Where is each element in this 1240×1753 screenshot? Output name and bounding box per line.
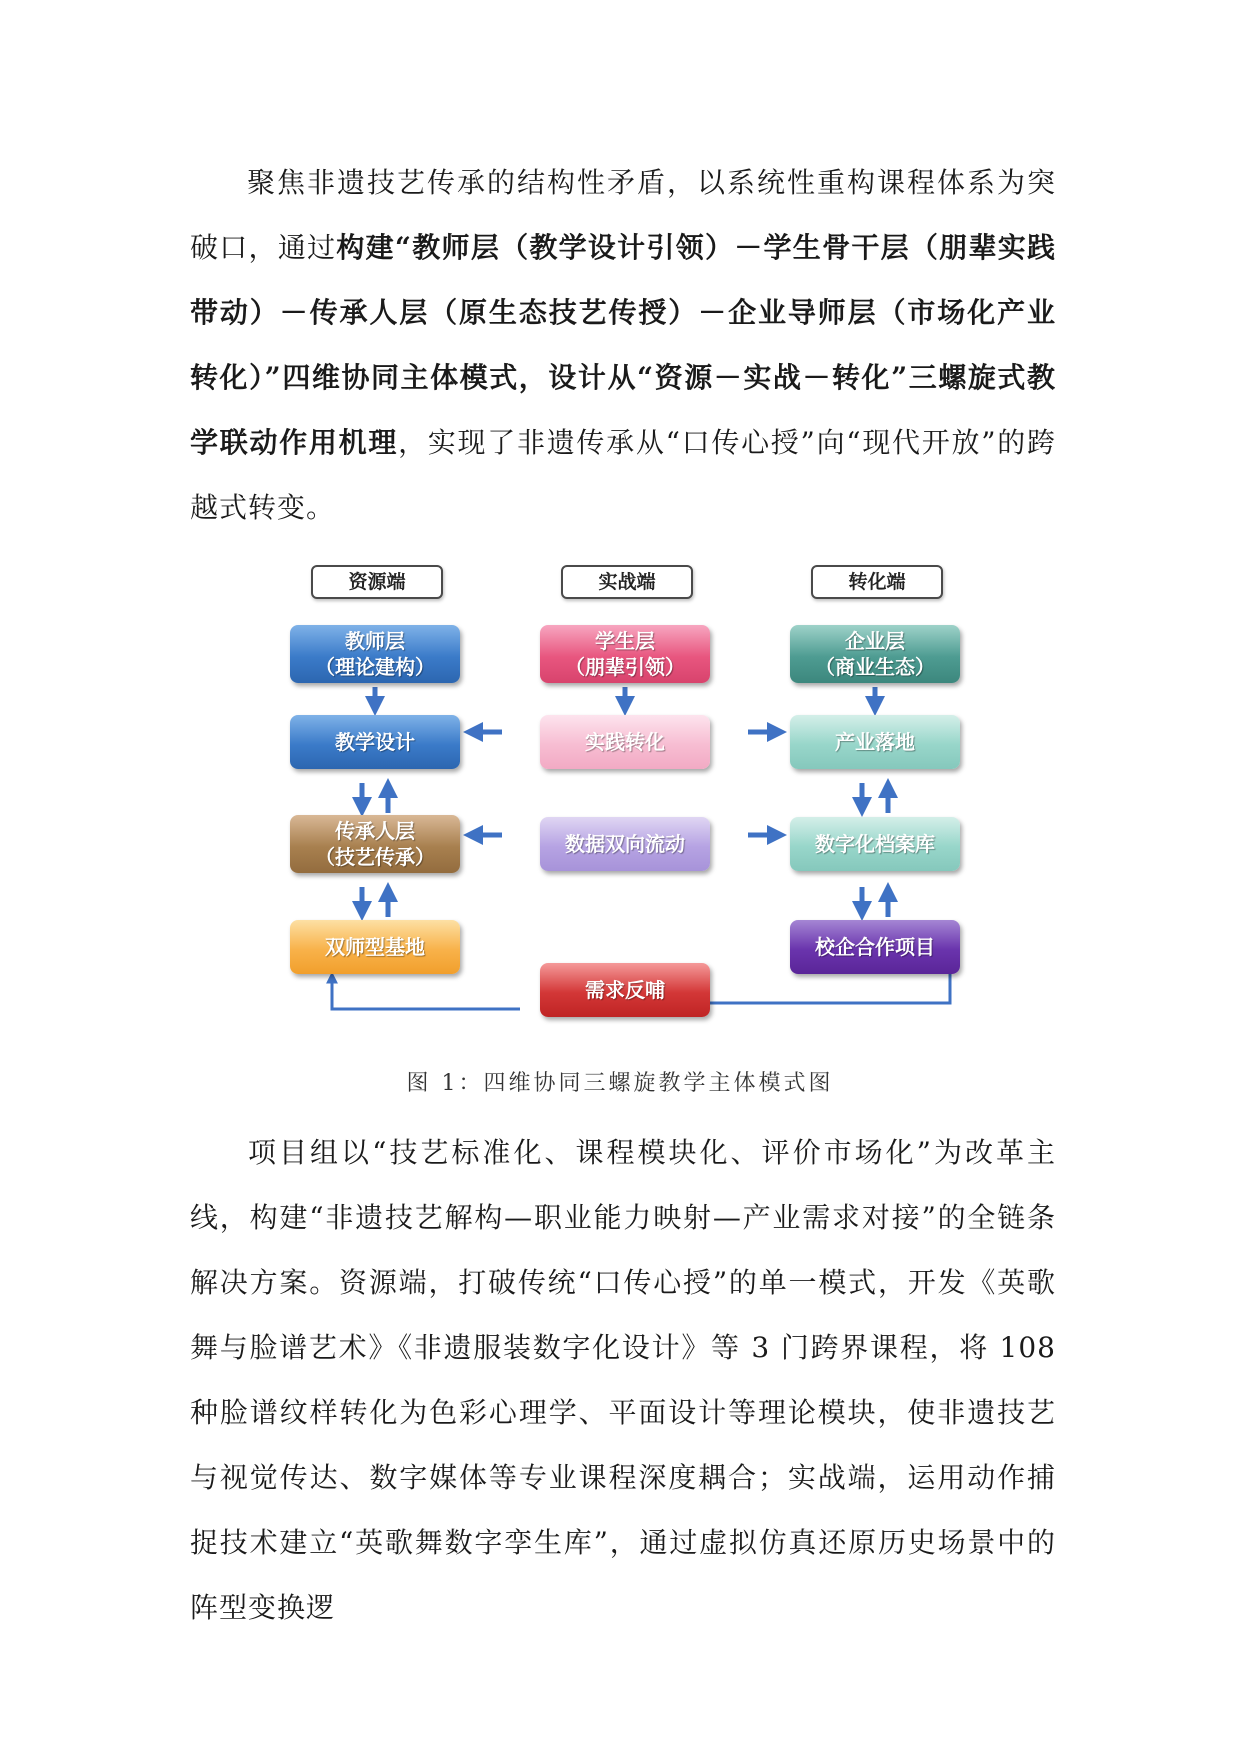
node-school-enterprise-label: 校企合作项目 xyxy=(815,935,935,959)
node-industry-landing xyxy=(790,715,960,769)
node-student-layer-sub: （朋辈引领） xyxy=(565,655,685,679)
node-data-flow xyxy=(540,817,710,871)
node-teacher-layer-sub: （理论建构） xyxy=(315,655,435,679)
node-student-layer xyxy=(540,625,710,683)
node-teacher-layer xyxy=(290,625,460,683)
node-inheritor-layer xyxy=(290,815,460,873)
arrow-feedback-to-base xyxy=(332,977,520,1009)
node-enterprise-layer-title: 企业层 xyxy=(845,629,905,653)
node-student-layer-title: 学生层 xyxy=(595,629,655,653)
node-demand-feedback-label: 需求反哺 xyxy=(585,978,665,1002)
body-paragraph xyxy=(190,1120,1056,1640)
node-teaching-design-label: 教学设计 xyxy=(335,730,415,754)
header-practice: 实战端 xyxy=(561,565,693,599)
node-data-flow-label: 数据双向流动 xyxy=(565,832,685,856)
node-practice-transform xyxy=(540,715,710,769)
intro-text-start: 聚焦非遗技艺传承的结构性矛盾，以系统性重构课程体系为突破口，通过 xyxy=(190,166,1056,264)
header-transform: 转化端 xyxy=(811,565,943,599)
node-industry-landing-label: 产业落地 xyxy=(835,730,915,754)
body-text: 项目组以“技艺标准化、课程模块化、评价市场化”为改革主线，构建“非遗技艺解构—职业能力映射—产业需求对接”的全链条解决方案。资源端，打破传统“口传心授”的单一模式，开发《英歌舞与脸谱艺术》《非遗服装数字化设计》等 3 门跨界课程，将 108 种脸谱纹样转化为色彩心理学、平面设计等理论模块，使非遗技艺与视觉传达、数字媒体等专业课程深度耦合；实战端，运用动作捕捉技术建立“英歌舞数字孪生库”，通过虚拟仿真还原历史场景中的阵型变换逻 xyxy=(190,1136,1056,1624)
node-practice-transform-label: 实践转化 xyxy=(585,730,665,754)
intro-text-end: ，实现了非遗传承从“口传心授”向“现代开放”的跨越式转变。 xyxy=(190,426,1056,524)
node-dual-base xyxy=(290,920,460,974)
figure-caption: 图 1：四维协同三螺旋教学主体模式图 xyxy=(406,1071,834,1096)
intro-text-bold: 构建“教师层（教学设计引领）－学生骨干层（朋辈实践带动）－传承人层（原生态技艺传授）－企业导师层（市场化产业转化）”四维协同主体模式，设计从“资源－实战－转化”三螺旋式教学联动作用机理 xyxy=(190,231,1056,459)
node-enterprise-layer xyxy=(790,625,960,683)
node-school-enterprise xyxy=(790,920,960,974)
node-digital-archive xyxy=(790,817,960,871)
node-inheritor-layer-title: 传承人层 xyxy=(335,819,415,843)
node-digital-archive-label: 数字化档案库 xyxy=(815,832,935,856)
node-demand-feedback xyxy=(540,963,710,1017)
intro-paragraph xyxy=(190,150,1056,540)
node-enterprise-layer-sub: （商业生态） xyxy=(815,655,935,679)
node-teaching-design xyxy=(290,715,460,769)
node-inheritor-layer-sub: （技艺传承） xyxy=(315,845,435,869)
header-resource: 资源端 xyxy=(311,565,443,599)
tri-helix-diagram xyxy=(270,565,990,1035)
node-dual-base-label: 双师型基地 xyxy=(325,935,425,959)
node-teacher-layer-title: 教师层 xyxy=(345,629,405,653)
